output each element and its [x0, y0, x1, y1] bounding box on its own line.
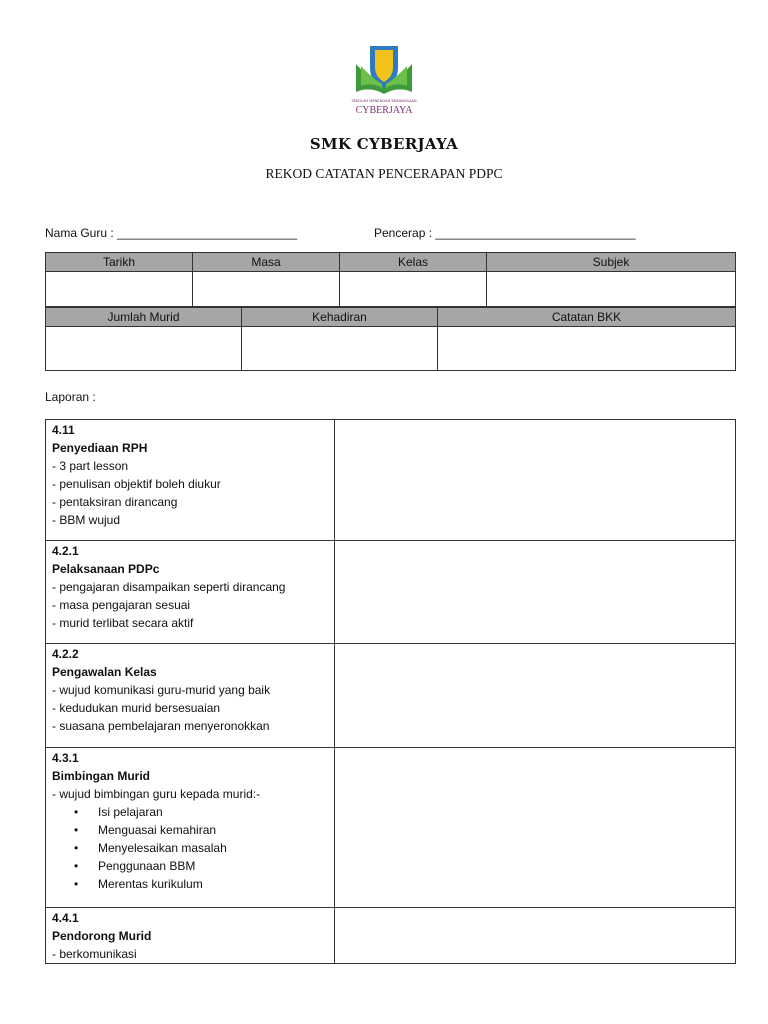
criteria-heading: Bimbingan Murid: [52, 769, 150, 783]
criteria-line: - pengajaran disampaikan seperti dirancang: [52, 580, 286, 594]
criteria-line: - pentaksiran dirancang: [52, 495, 178, 509]
criteria-cell: [46, 420, 335, 541]
bullet-item: • Isi pelajaran: [98, 803, 328, 821]
school-name: SMK CYBERJAYA: [309, 135, 459, 153]
subjek-cell[interactable]: [487, 272, 736, 307]
report-row: [46, 908, 736, 964]
criteria-cell: [46, 748, 335, 908]
criteria-code: 4.4.1: [52, 911, 79, 925]
bullet-item: • Penggunaan BBM: [98, 857, 328, 875]
attendance-table: [45, 307, 736, 371]
criteria-heading: Penyediaan RPH: [52, 441, 148, 455]
criteria-line: - berkomunikasi: [52, 947, 137, 961]
kelas-cell[interactable]: [340, 272, 487, 307]
criteria-heading: Pengawalan Kelas: [52, 665, 157, 679]
bullet-item: • Menguasai kemahiran: [98, 821, 328, 839]
header-masa: Masa: [193, 253, 340, 272]
criteria-heading: Pendorong Murid: [52, 929, 152, 943]
jumlah-murid-cell[interactable]: [46, 327, 242, 371]
book-logo-icon: [356, 46, 412, 94]
header-subjek: Subjek: [487, 253, 736, 272]
header-tarikh: Tarikh: [46, 253, 193, 272]
criteria-line: - 3 part lesson: [52, 459, 129, 473]
header-catatan-bkk: Catatan BKK: [438, 308, 736, 327]
criteria-cell: [46, 541, 335, 644]
header-jumlah-murid: Jumlah Murid: [46, 308, 242, 327]
notes-cell[interactable]: [335, 908, 736, 964]
laporan-label: Laporan :: [45, 390, 96, 404]
criteria-cell: [46, 644, 335, 748]
criteria-line: - masa pengajaran sesuai: [52, 598, 191, 612]
report-table: [45, 419, 736, 964]
criteria-code: 4.2.1: [52, 544, 79, 558]
criteria-line: - penulisan objektif boleh diukur: [52, 477, 221, 491]
notes-cell[interactable]: [335, 420, 736, 541]
criteria-line: - BBM wujud: [52, 513, 121, 527]
tarikh-cell[interactable]: [46, 272, 193, 307]
criteria-line: - suasana pembelajaran menyeronokkan: [52, 719, 270, 733]
bullet-item: • Menyelesaikan masalah: [98, 839, 328, 857]
catatan-bkk-cell[interactable]: [438, 327, 736, 371]
report-row: [46, 748, 736, 908]
notes-cell[interactable]: [335, 748, 736, 908]
logo-name: CYBERJAYA: [355, 105, 413, 116]
nama-guru-field[interactable]: Nama Guru : ___________________________: [45, 226, 298, 240]
criteria-code: 4.11: [52, 423, 75, 437]
bullet-item: • Merentas kurikulum: [98, 875, 328, 893]
masa-cell[interactable]: [193, 272, 340, 307]
session-info-table: [45, 252, 736, 307]
criteria-line: - wujud bimbingan guru kepada murid:-: [52, 787, 261, 801]
pencerap-field[interactable]: Pencerap : ______________________________: [374, 226, 636, 240]
header-kelas: Kelas: [340, 253, 487, 272]
criteria-heading: Pelaksanaan PDPc: [52, 562, 160, 576]
notes-cell[interactable]: [335, 644, 736, 748]
criteria-code: 4.3.1: [52, 751, 79, 765]
school-logo: [350, 42, 418, 118]
report-row: [46, 644, 736, 748]
criteria-line: - murid terlibat secara aktif: [52, 616, 194, 630]
bullet-list: [52, 803, 328, 893]
criteria-line: - kedudukan murid bersesuaian: [52, 701, 221, 715]
document-title: REKOD CATATAN PENCERAPAN PDPC: [265, 166, 503, 181]
notes-cell[interactable]: [335, 541, 736, 644]
criteria-code: 4.2.2: [52, 647, 79, 661]
header-kehadiran: Kehadiran: [242, 308, 438, 327]
criteria-cell: [46, 908, 335, 964]
logo-caption: SEKOLAH MENENGAH KEBANGSAAN: [351, 99, 417, 103]
report-row: [46, 420, 736, 541]
report-row: [46, 541, 736, 644]
kehadiran-cell[interactable]: [242, 327, 438, 371]
criteria-line: - wujud komunikasi guru-murid yang baik: [52, 683, 271, 697]
